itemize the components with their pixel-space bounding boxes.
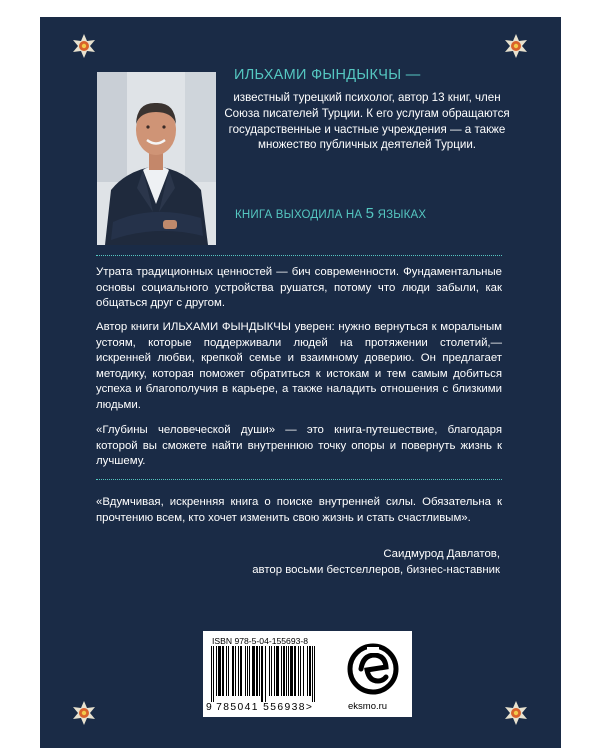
barcode-bar [235, 646, 236, 696]
barcode-bar [249, 646, 250, 696]
dotted-divider [96, 479, 502, 480]
review-author-role: автор восьми бестселлеров, бизнес-наставник [252, 564, 500, 576]
barcode-bar [281, 646, 282, 696]
barcode-bar [247, 646, 248, 696]
barcode-bar [286, 646, 287, 696]
review-quote: «Вдумчивая, искренняя книга о поиске внутренней силы. Обязательна к прочтению всем, кто хочет изменить свою жизнь и стать счастливым». [96, 496, 502, 524]
author-name: ИЛЬХАМИ ФЫНДЫКЧЫ — [234, 67, 421, 83]
barcode-bar [298, 646, 299, 696]
barcode-bar [245, 646, 246, 696]
barcode-bar [222, 646, 224, 696]
barcode-bar [240, 646, 242, 696]
barcode-bar [265, 646, 266, 702]
barcode-bar [259, 646, 260, 696]
flower-ornament-icon [71, 33, 97, 59]
barcode-arrow: > [305, 702, 314, 713]
barcode-bar [312, 646, 313, 702]
barcode-bar [307, 646, 308, 696]
barcode-bar [309, 646, 311, 696]
barcode-bar [216, 646, 217, 696]
author-portrait-icon [97, 72, 216, 245]
barcode-bar [213, 646, 214, 702]
barcode-bar [238, 646, 239, 696]
languages-prefix: КНИГА ВЫХОДИЛА НА [235, 209, 366, 221]
barcode-bar [252, 646, 255, 696]
book-back-cover [40, 17, 561, 748]
languages-note [235, 205, 426, 222]
author-photo [97, 72, 216, 245]
barcode-panel [203, 631, 412, 717]
barcode-bar [283, 646, 285, 696]
isbn-number: ISBN 978-5-04-155693-8 [212, 636, 309, 646]
barcode-bar [218, 646, 221, 696]
barcode-bar [294, 646, 296, 696]
flower-ornament-icon [71, 700, 97, 726]
barcode-icon [211, 646, 337, 702]
barcode-bar [288, 646, 289, 696]
description-paragraph-3: «Глубины человеческой души» — это книга-путешествие, благодаря которой вы сможете найти внутреннюю точку опоры и повернуть жизнь к лучшему. [96, 424, 502, 468]
description-paragraph-1: Утрата традиционных ценностей — бич современности. Фундаментальные основы социального устройства рушатся, потому что люди забыли, как общаться друг с другом. [96, 266, 502, 310]
flower-ornament-icon [503, 33, 529, 59]
barcode-main-digits: 785041 556938 [216, 702, 306, 713]
barcode-bar [271, 646, 272, 696]
barcode-lead-digit: 9 [206, 702, 214, 713]
barcode-bar [261, 646, 263, 702]
barcode-bar [314, 646, 315, 702]
languages-count: 5 [365, 205, 375, 222]
languages-suffix: ЯЗЫКАХ [374, 209, 427, 221]
barcode-bar [211, 646, 212, 702]
barcode-bar [290, 646, 293, 696]
description-paragraph-2: Автор книги ИЛЬХАМИ ФЫНДЫКЧЫ уверен: нужно вернуться к моральным устоям, которые поддерживали людей на протяжении столетий,— искренней любви, крепкой семье и взаимному доверию. Он предлагает методику, которая поможет обратиться к истокам и тем самым добиться успеха и благополучия в карьере, а также наладить отношения с близкими людьми. [96, 321, 502, 411]
publisher-url: eksmo.ru [348, 701, 388, 712]
barcode-bar [269, 646, 270, 696]
review-author-name: Саидмурод Давлатов, [383, 548, 500, 560]
flower-ornament-icon [503, 700, 529, 726]
barcode-bar [274, 646, 275, 696]
barcode-bar [256, 646, 258, 696]
barcode-bar [226, 646, 227, 696]
barcode-bar [228, 646, 229, 696]
barcode-digits [206, 702, 313, 713]
barcode-bar [276, 646, 279, 696]
author-bio: известный турецкий психолог, автор 13 книг, член Союза писателей Турции. К его услугам обращаются государственные и частные учреждения — а также множество публичных деятелей Турции. [224, 91, 510, 152]
eksmo-logo-icon [347, 641, 399, 697]
barcode-bar [303, 646, 304, 696]
dotted-divider [96, 255, 502, 256]
barcode-bar [300, 646, 301, 696]
barcode-bar [232, 646, 234, 696]
